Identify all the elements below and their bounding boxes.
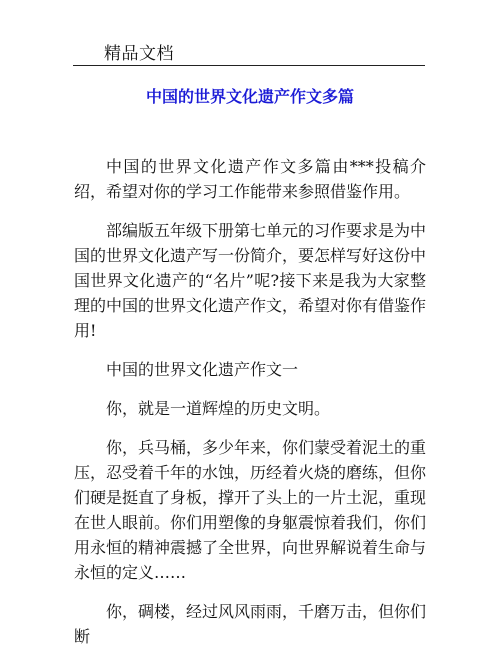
header-divider xyxy=(73,65,425,66)
paragraph-opening-line: 你，就是一道辉煌的历史文明。 xyxy=(106,399,331,418)
paragraph-terracotta: 你，兵马桶，多少年来，你们蒙受着泥土的重压，忍受着千年的水蚀，历经着火烧的磨练，但你们硬是挺直了身板，撑开了头上的一片土泥，重现在世人眼前。你们用塑像的身躯震惊着我们，你们用永恒的精神震撼了全世界，向世界解说着生命与永恒的定义…… xyxy=(74,438,427,582)
paragraph-section-heading: 中国的世界文化遗产作文一 xyxy=(106,360,299,379)
paragraph-description: 部编版五年级下册第七单元的习作要求是为中国的世界文化遗产写一份简介，要怎样写好这份中国世界文化遗产的“名片”呢?接下来是我为大家整理的中国的世界文化遗产作文，希望对你有借鉴作用! xyxy=(74,221,427,340)
paragraph-intro: 中国的世界文化遗产作文多篇由***投稿介绍，希望对你的学习工作能带来参照借鉴作用。 xyxy=(74,157,426,201)
document-title: 中国的世界文化遗产作文多篇 xyxy=(145,87,354,106)
header-label: 精品文档 xyxy=(104,44,174,64)
paragraph-diaolou: 你，碉楼，经过风风雨雨，千磨万击，但你们断 xyxy=(74,602,427,646)
document-body xyxy=(74,154,426,663)
